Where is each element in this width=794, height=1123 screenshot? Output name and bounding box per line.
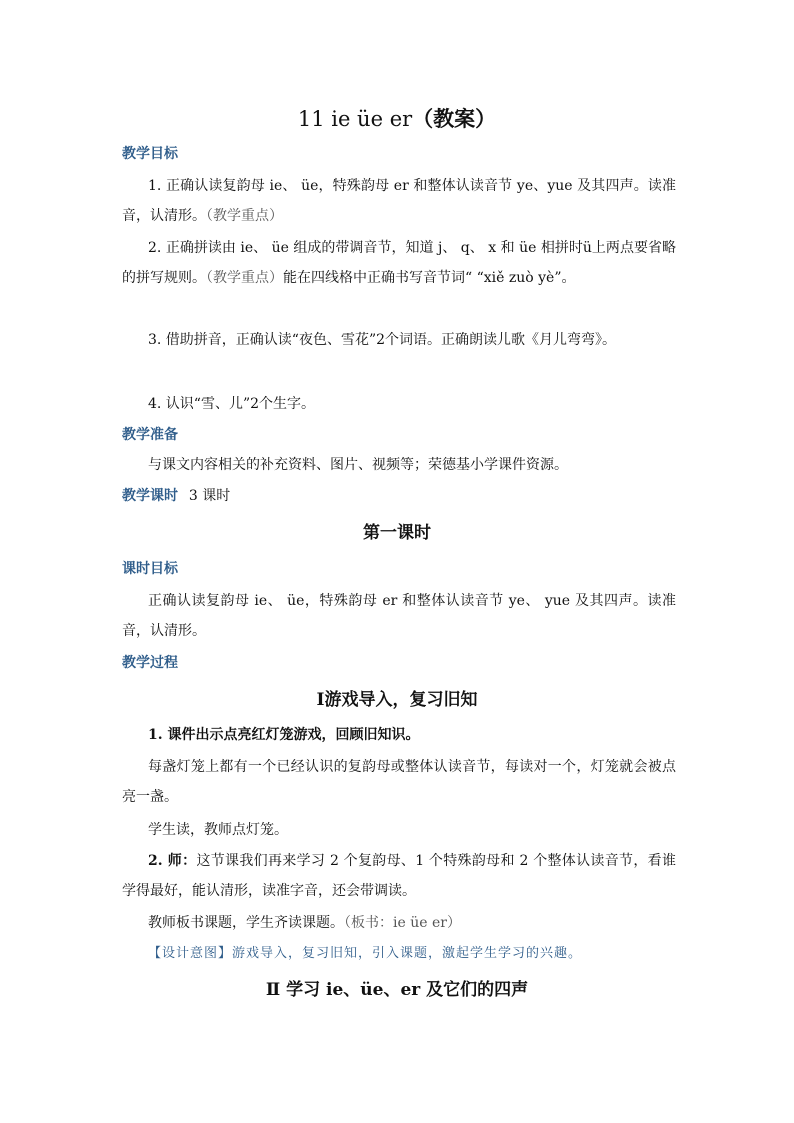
step-1-paragraph-1: 每盏灯笼上都有一个已经认识的复韵母或整体认读音节，每读对一个，灯笼就会被点亮一盏。 bbox=[122, 759, 676, 805]
process-heading: 教学过程 bbox=[122, 655, 178, 671]
goals-heading: 教学目标 bbox=[122, 146, 178, 162]
design-intent: 【设计意图】游戏导入，复习旧知，引入课题，激起学生学习的兴趣。 bbox=[148, 946, 583, 961]
lesson-one-title: 第一课时 bbox=[363, 523, 431, 543]
prep-text: 与课文内容相关的补充资料、图片、视频等；荣德基小学课件资源。 bbox=[148, 457, 568, 473]
step-1-title-text: 1. 课件出示点亮红灯笼游戏，回顾旧知识。 bbox=[148, 727, 420, 743]
goal-item-2-text: 2. 正确拼读由 ie、 üe 组成的带调音节，知道 j、 q、 x 和 üe 相拼时ü上两点要省略的拼写规则。 bbox=[122, 240, 676, 286]
goal-item-2 bbox=[122, 233, 676, 293]
goal-item-1-text: 1. 正确认读复韵母 ie、 üe，特殊韵母 er 和整体认读音节 ye、yue 及其四声。读准音，认清形。 bbox=[122, 178, 676, 224]
goal-item-1 bbox=[122, 171, 676, 231]
step-1-paragraph-2: 学生读，教师点灯笼。 bbox=[148, 822, 288, 838]
goal-item-1-note: （教学重点） bbox=[206, 208, 283, 224]
title-main: 11 ie üe er bbox=[297, 107, 413, 131]
step-2-text: 这节课我们再来学习 2 个复韵母、1 个特殊韵母和 2 个整体认读音节，看谁学得最好，能认清形，读准字音，还会带调读。 bbox=[122, 853, 676, 899]
step-2-paragraph-2 bbox=[122, 908, 676, 938]
step-2 bbox=[122, 846, 676, 906]
step-2-label: 2. 师： bbox=[148, 853, 197, 869]
step-2-paragraph-2-text: 教师板书课题，学生齐读课题。 bbox=[148, 915, 344, 931]
hours-row bbox=[122, 485, 230, 507]
lesson-goal-text: 正确认读复韵母 ie、 üe，特殊韵母 er 和整体认读音节 ye、 yue 及其四声。读准音，认清形。 bbox=[122, 593, 676, 639]
step-2-note: （板书：ie üe er） bbox=[344, 915, 461, 931]
goal-item-3: 3. 借助拼音，正确认读“夜色、雪花”2个词语。正确朗读儿歌《月儿弯弯》。 bbox=[148, 332, 617, 348]
step-1-title bbox=[122, 720, 676, 750]
goal-item-2-note: （教学重点） bbox=[206, 270, 283, 286]
goal-item-4: 4. 认识“雪、儿”2个生字。 bbox=[148, 396, 316, 412]
document-title bbox=[0, 104, 794, 134]
prep-heading: 教学准备 bbox=[122, 427, 178, 443]
hours-heading: 教学课时 bbox=[122, 488, 178, 504]
part-one-title: Ⅰ游戏导入，复习旧知 bbox=[316, 690, 478, 710]
title-suffix: （教案） bbox=[412, 106, 497, 131]
part-two-title: Ⅱ 学习 ie、üe、er 及它们的四声 bbox=[265, 980, 529, 1000]
goal-item-2-tail: 能在四线格中正确书写音节词“ “xiě zuò yè”。 bbox=[283, 270, 576, 286]
hours-value: 3 课时 bbox=[188, 488, 231, 504]
lesson-goal-heading: 课时目标 bbox=[122, 561, 178, 577]
